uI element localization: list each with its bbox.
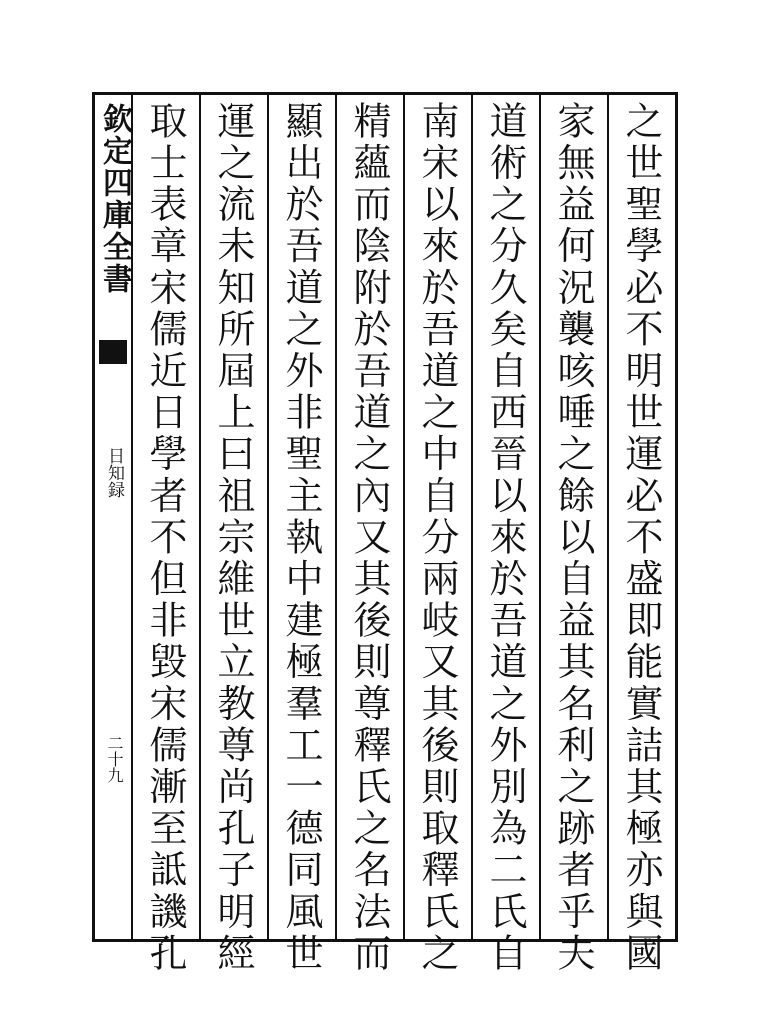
text-column-3 [471,95,539,975]
text-column-4 [403,95,471,975]
text-column-5 [335,95,403,975]
text-column-7 [199,95,267,975]
page-frame [92,92,678,975]
text-column-2 [539,95,607,975]
text-column-1 [607,95,675,975]
fish-tail-mark [99,340,127,364]
column-text: 顯出於吾道之外非聖主執中建極羣工一德同風世 [279,101,323,975]
column-text: 運之流未知所屆上曰祖宗維世立教尊尚孔子明經 [211,101,255,975]
column-text: 之世聖學必不明世運必不盛即能實詰其極亦與國 [619,101,663,975]
margin-strip [95,95,133,939]
column-text: 家無益何況襲咳唾之餘以自益其名利之跡者乎夫 [551,101,595,975]
text-column-8 [133,95,199,975]
column-text: 取士表章宋儒近日學者不但非毀宋儒漸至詆譏孔 [143,101,187,975]
text-columns [133,95,675,975]
column-text: 精蘊而陰附於吾道之內又其後則尊釋氏之名法而 [347,101,391,975]
book-title: 欽定四庫全書 [97,103,132,295]
text-column-6 [267,95,335,975]
volume-title: 日知録 [104,447,124,498]
column-text: 南宋以來於吾道之中自分兩岐又其後則取釋氏之 [415,101,459,975]
page-number: 二十九 [105,735,124,783]
column-text: 道術之分久矣自西晉以來於吾道之外別為二氏自 [483,101,527,975]
